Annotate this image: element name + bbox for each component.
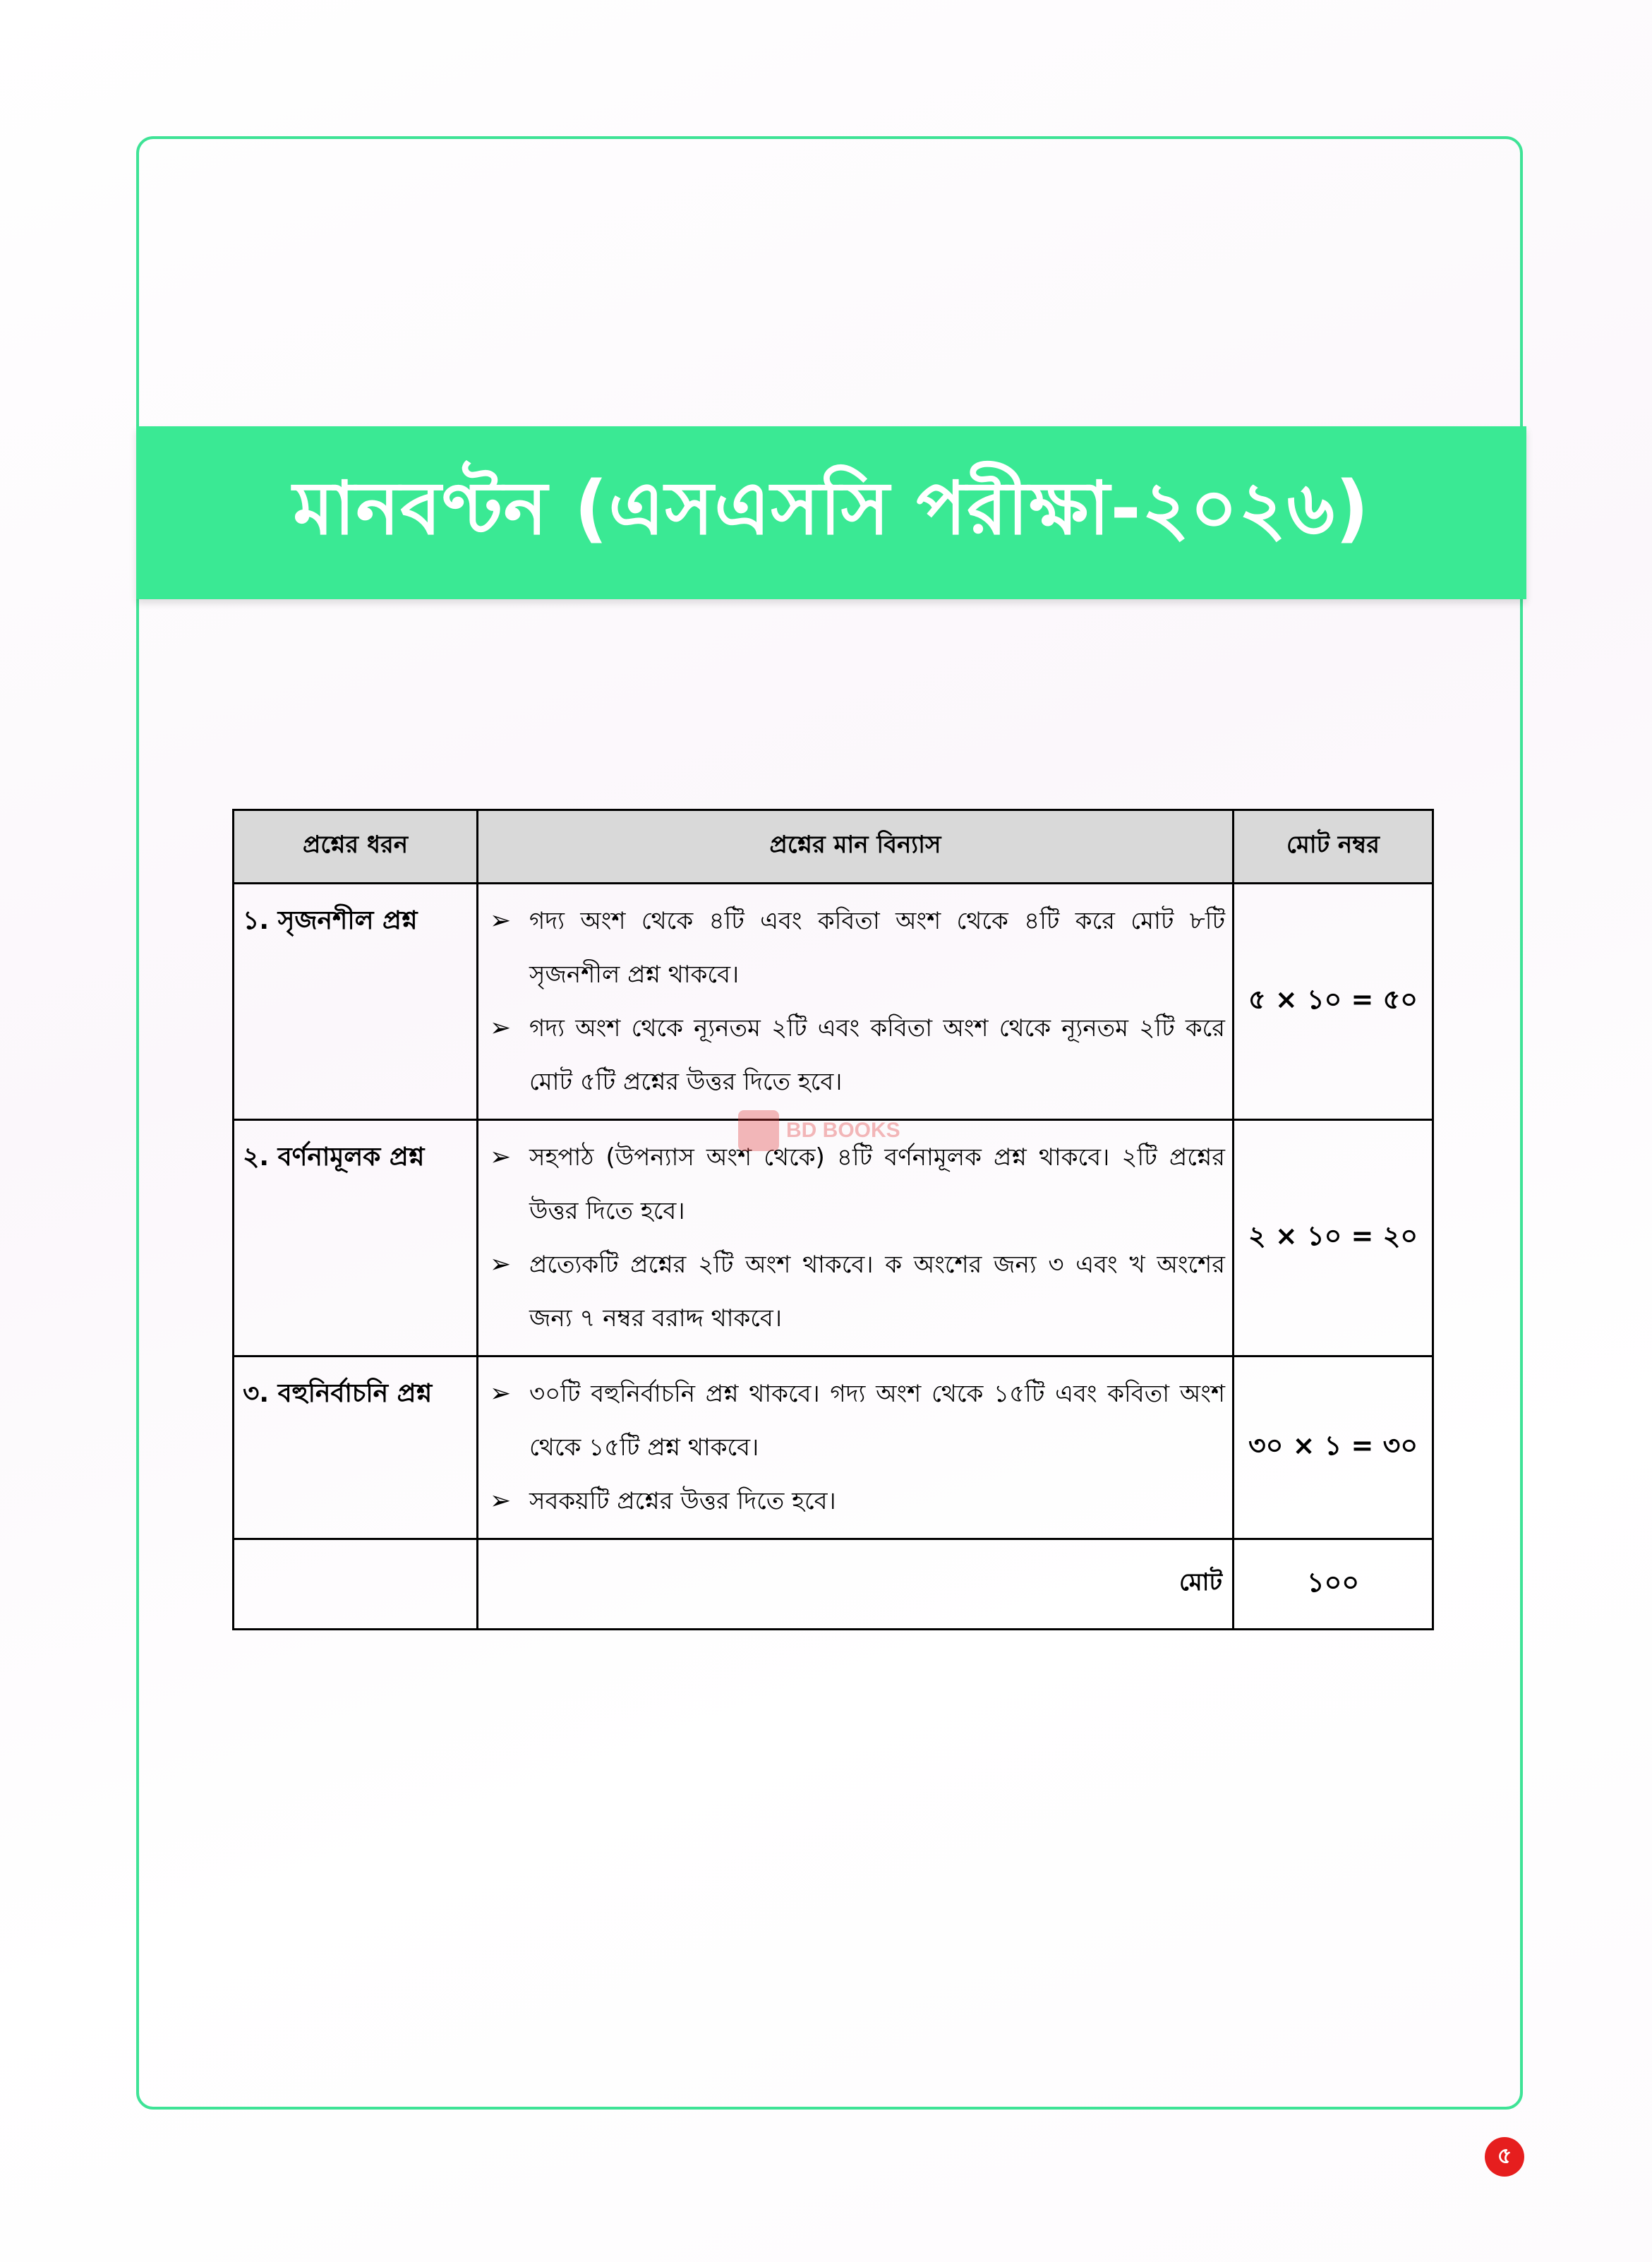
arrow-bullet-icon: ➢ <box>490 1250 512 1279</box>
marks-cell: ২ × ১০ = ২০ <box>1234 1120 1433 1356</box>
mark-layout-cell <box>478 884 1234 1120</box>
bullet-text: প্রত্যেকটি প্রশ্নের ২টি অংশ থাকবে। ক অংশের জন্য ৩ এবং খ অংশের জন্য ৭ নম্বর বরাদ্দ থাকবে। <box>529 1251 1225 1332</box>
page-number: ৫ <box>1497 2142 1512 2169</box>
list-item <box>487 894 1225 1001</box>
list-item <box>487 1238 1225 1345</box>
bullet-text: ৩০টি বহুনির্বাচনি প্রশ্ন থাকবে। গদ্য অংশ থেকে ১৫টি এবং কবিতা অংশ থেকে ১৫টি প্রশ্ন থাকবে। <box>529 1380 1225 1462</box>
page-title: মানবণ্টন (এসএসসি পরীক্ষা-২০২৬) <box>293 464 1370 551</box>
marks-cell: ৩০ × ১ = ৩০ <box>1234 1356 1433 1539</box>
list-item <box>487 1001 1225 1109</box>
arrow-bullet-icon: ➢ <box>490 1013 512 1042</box>
table-row <box>234 884 1433 1120</box>
bullet-text: সবকয়টি প্রশ্নের উত্তর দিতে হবে। <box>529 1487 836 1515</box>
total-label: মোট <box>478 1539 1234 1630</box>
page-number-badge <box>1485 2137 1524 2177</box>
question-type-cell: ২. বর্ণনামূলক প্রশ্ন <box>234 1120 478 1356</box>
header-question-type: প্রশ্নের ধরন <box>234 810 478 884</box>
list-item <box>487 1474 1225 1528</box>
book-logo-icon <box>738 1110 779 1151</box>
list-item <box>487 1367 1225 1474</box>
bullet-text: সহপাঠ (উপন্যাস অংশ থেকে) ৪টি বর্ণনামূলক প্রশ্ন থাকবে। ২টি প্রশ্নের উত্তর দিতে হবে। <box>529 1143 1225 1225</box>
mark-layout-cell <box>478 1356 1234 1539</box>
header-mark-layout: প্রশ্নের মান বিন্যাস <box>478 810 1234 884</box>
arrow-bullet-icon: ➢ <box>490 1143 512 1172</box>
total-row <box>234 1539 1433 1630</box>
marks-cell: ৫ × ১০ = ৫০ <box>1234 884 1433 1120</box>
header-total-marks: মোট নম্বর <box>1234 810 1433 884</box>
watermark-text: BD BOOKS <box>786 1119 900 1142</box>
bullet-text: গদ্য অংশ থেকে ন্যূনতম ২টি এবং কবিতা অংশ থেকে ন্যূনতম ২টি করে মোট ৫টি প্রশ্নের উত্তর দিতে হবে। <box>529 1014 1225 1096</box>
arrow-bullet-icon: ➢ <box>490 1486 512 1515</box>
watermark <box>738 1101 923 1160</box>
bullet-text: গদ্য অংশ থেকে ৪টি এবং কবিতা অংশ থেকে ৪টি করে মোট ৮টি সৃজনশীল প্রশ্ন থাকবে। <box>529 907 1225 989</box>
question-type-cell: ১. সৃজনশীল প্রশ্ন <box>234 884 478 1120</box>
title-banner <box>136 426 1526 599</box>
question-type-cell: ৩. বহুনির্বাচনি প্রশ্ন <box>234 1356 478 1539</box>
empty-cell <box>234 1539 478 1630</box>
arrow-bullet-icon: ➢ <box>490 1379 512 1408</box>
marks-distribution-table <box>232 809 1434 1630</box>
table-row <box>234 1356 1433 1539</box>
table-header-row <box>234 810 1433 884</box>
total-value: ১০০ <box>1234 1539 1433 1630</box>
arrow-bullet-icon: ➢ <box>490 906 512 935</box>
